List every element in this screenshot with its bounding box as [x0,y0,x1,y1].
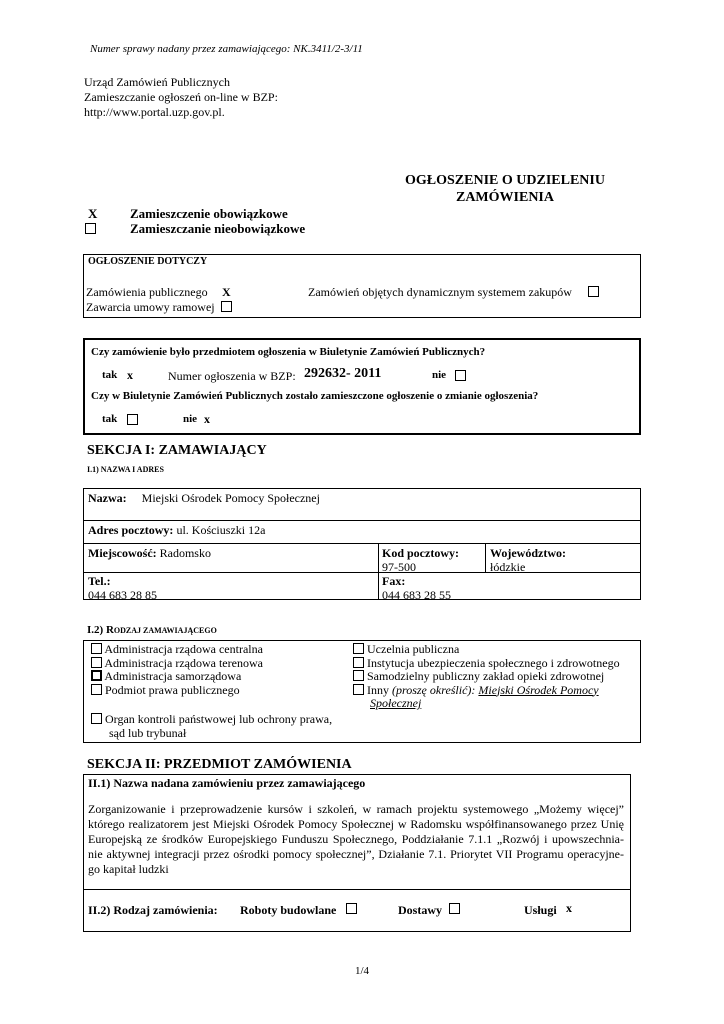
section-2-heading: SEKCJA II: PRZEDMIOT ZAMÓWIENIA [87,757,352,772]
section-1-heading: SEKCJA I: ZAMAWIAJĄCY [87,443,267,458]
checkbox[interactable] [353,643,364,654]
bulletin-yes2-label: tak [102,413,118,425]
public-order-label: Zamówienia publicznego [86,285,208,299]
bulletin-number-value: 292632- 2011 [304,366,382,381]
control-label-1: Organ kontroli państwowej lub ochrony prawa, [105,712,333,726]
framework-label: Zawarcia umowy ramowej [86,300,215,314]
section-2-2-heading: II.2) Rodzaj zamówienia: [88,903,218,917]
type-label: Administracja rządowa terenowa [104,655,263,670]
voivodeship-cell [490,546,566,574]
type-item-left[interactable] [91,670,263,684]
type-label: Administracja samorządowa [104,669,242,683]
supplies-label: Dostawy [398,903,442,917]
issuer-line-1: Urząd Zamówień Publicznych [84,75,230,89]
mandatory-mark[interactable]: X [88,206,98,221]
fax-label: Fax: [382,574,406,588]
bulletin-no-checkbox[interactable] [455,370,466,381]
address-label: Adres pocztowy: [88,523,174,537]
postal-label: Kod pocztowy: [382,546,459,560]
postal-cell [382,546,459,574]
types-left-list [91,643,263,697]
postal-value: 97-500 [382,560,416,574]
works-label: Roboty budowlane [240,903,337,917]
type-item-left[interactable] [91,684,263,698]
description-line: nie aktywnej integracji przez ośrodki pomocy społecznej”, Działanie 7.1. Priorytet VII Programu operacyjne- [88,847,624,861]
tel-value: 044 683 28 85 [88,588,157,602]
issuer-block [84,75,278,120]
other-value-line-2 [353,697,620,711]
bulletin-no-label: nie [432,369,447,381]
address-value: ul. Kościuszki 12a [176,523,266,537]
services-mark[interactable]: x [566,901,572,915]
dynamic-checkbox[interactable] [588,286,599,297]
supplies-checkbox[interactable] [449,903,460,914]
checkbox[interactable] [353,684,364,695]
mandatory-label: Zamieszczenie obowiązkowe [130,206,288,221]
type-item-left[interactable] [91,643,263,657]
other-value-1: Miejski Ośrodek Pomocy [478,682,599,697]
issuer-line-2: Zamieszczanie ogłoszeń on-line w BZP: [84,90,278,104]
voivodeship-label: Województwo: [490,546,566,560]
name-label: Nazwa: [88,491,127,505]
city-label: Miejscowość: [88,546,157,560]
section-2-1-heading: II.1) Nazwa nadana zamówieniu przez zamawiającego [88,776,366,790]
checkbox[interactable] [91,684,102,695]
bulletin-no2-label: nie [183,413,198,425]
case-number: Numer sprawy nadany przez zamawiającego: NK.3411/2-3/11 [90,43,363,55]
optional-label: Zamieszczanie nieobowiązkowe [130,221,306,236]
bulletin-question-2: Czy w Biuletynie Zamówień Publicznych zostało zamieszczone ogłoszenie o zmianie ogłoszenia? [91,390,539,402]
section-1-2-rest: ODZAJ ZAMAWIAJĄCEGO [113,626,217,635]
type-item-right[interactable] [353,657,620,671]
control-organ-item[interactable] [91,713,332,740]
section-1-2-heading [87,622,217,637]
optional-checkbox[interactable] [85,223,96,234]
services-label: Usługi [524,903,557,917]
description-line: Europejską ze środków Europejskiego Funduszu Społecznego, Poddziałanie 7.1.1 „Rozwój i upowszechnia- [88,832,624,846]
fax-value: 044 683 28 55 [382,588,451,602]
type-item-right[interactable] [353,670,620,684]
page-title [390,172,620,206]
type-item-right[interactable] [353,643,620,657]
bulletin-yes-mark[interactable]: x [127,368,133,382]
control-label-2: sąd lub trybunał [109,725,187,740]
public-order-mark[interactable]: X [222,285,231,299]
type-label: Instytucja ubezpieczenia społecznego i zdrowotnego [367,655,620,670]
order-description [88,802,624,877]
checkbox[interactable] [353,657,364,668]
other-value-2: Społecznej [370,696,422,710]
type-item-left[interactable] [91,657,263,671]
name-value: Miejski Ośrodek Pomocy Społecznej [141,491,320,505]
checkbox[interactable] [91,657,102,668]
bulletin-yes-label: tak [102,369,118,381]
checkbox[interactable] [353,670,364,681]
page-number: 1/4 [354,965,370,977]
bulletin-no2-mark[interactable]: x [204,412,210,426]
city-value: Radomsko [159,546,211,560]
bulletin-question-1: Czy zamówienie było przedmiotem ogłoszenia w Biuletynie Zamówień Publicznych? [91,346,486,358]
tel-cell [88,574,157,602]
title-line-2: ZAMÓWIENIA [455,190,554,205]
name-row [88,491,320,506]
type-label: Podmiot prawa publicznego [105,682,240,697]
address-row [88,523,265,538]
title-line-1: OGŁOSZENIE O UDZIELENIU [405,173,605,188]
checkbox[interactable] [91,713,102,724]
type-label: Samodzielny publiczny zakład opieki zdrowotnej [367,669,605,683]
section-1-1-heading: I.1) NAZWA I ADRES [87,465,164,474]
description-line: Zorganizowanie i przeprowadzenie kursów i szkoleń, w ramach projektu systemowego „Możemy więcej” [88,802,624,816]
works-checkbox[interactable] [346,903,357,914]
checkbox[interactable] [91,643,102,654]
tel-label: Tel.: [88,574,111,588]
bulletin-number-label: Numer ogłoszenia w BZP: [168,369,296,383]
description-line: go kapitał ludzki [88,862,169,876]
type-item-other[interactable] [353,684,620,698]
description-line: którego realizatorem jest Miejski Ośrodek Pomocy Społecznej w Radomsku współfinansowanego przez Unię [88,817,624,831]
type-label: Administracja rządowa centralna [104,642,263,656]
bulletin-yes2-checkbox[interactable] [127,414,138,425]
section-1-2-prefix: I.2) R [87,624,114,636]
framework-checkbox[interactable] [221,301,232,312]
issuer-line-3: http://www.portal.uzp.gov.pl. [84,105,225,119]
dynamic-label: Zamówień objętych dynamicznym systemem zakupów [308,285,572,299]
city-row [88,546,211,561]
type-label: Uczelnia publiczna [367,642,460,656]
checkbox[interactable] [91,670,102,681]
types-right-list [353,643,620,711]
other-hint: (proszę określić): [392,682,476,697]
voivodeship-value: łódzkie [490,560,526,574]
fax-cell [382,574,451,602]
concerns-heading: OGŁOSZENIE DOTYCZY [88,256,208,267]
other-label: Inny [367,682,389,697]
